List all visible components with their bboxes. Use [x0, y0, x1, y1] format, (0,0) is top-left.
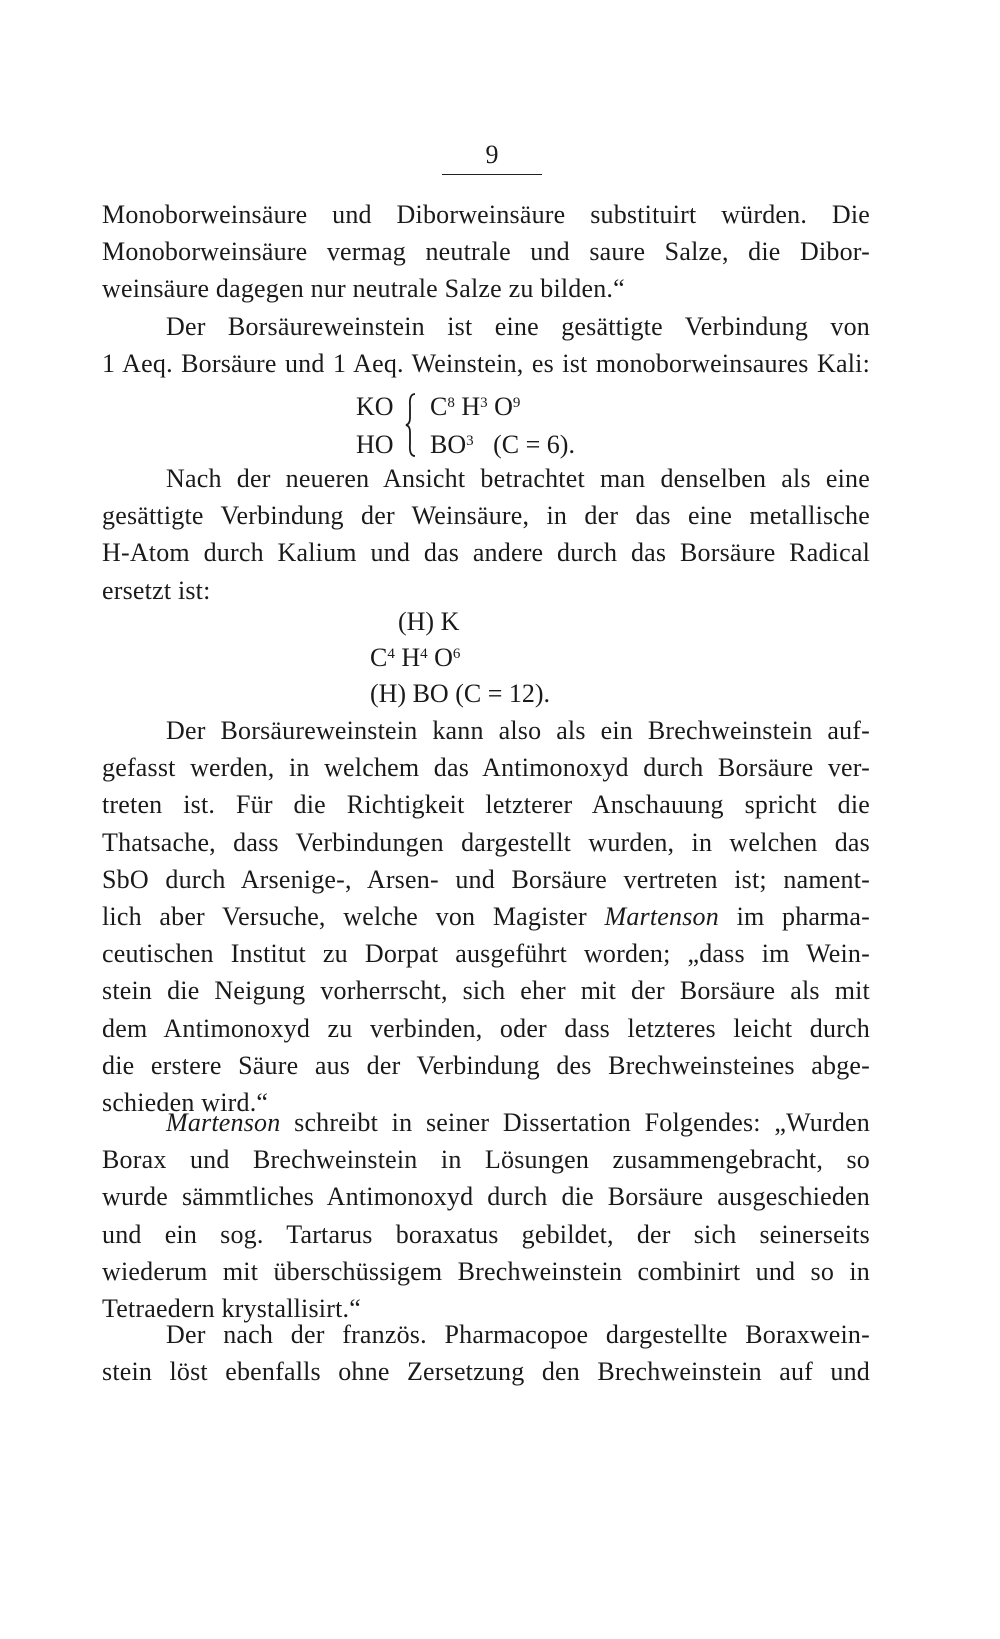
paragraph-block-5: [102, 1316, 870, 1390]
formula-hk: (H) K: [398, 607, 460, 636]
text-line: Der Borsäureweinstein ist eine gesättigte Verbindung von: [166, 311, 870, 341]
text-line: Nach der neueren Ansicht betrachtet man denselben als eine: [166, 464, 870, 493]
paragraph-block-2: [102, 460, 870, 609]
formula-c4h4o6: $C^4$ $H^4$ $O^6$: [370, 643, 461, 672]
text-line: wiederum mit überschüssigem Brechweinstein combinirt und so in: [102, 1256, 870, 1286]
text-line: lich aber Versuche, welche von Magister Martenson im pharma-: [102, 902, 871, 932]
text-line: stein löst ebenfalls ohne Zersetzung den Brechweinstein auf und: [102, 1357, 870, 1387]
text-line: Monoborweinsäure und Diborweinsäure substituirt würden. Die: [102, 200, 870, 229]
text-line: Thatsache, dass Verbindungen dargestellt wurden, in welchen das: [102, 827, 870, 857]
text-line: H-Atom durch Kalium und das andere durch das Borsäure Radical: [102, 538, 870, 568]
paragraph-block-4: [102, 1104, 870, 1327]
text-line: Tetraedern krystallisirt.“: [102, 1294, 361, 1324]
text-line: dem Antimonoxyd zu verbinden, oder dass letzteres leicht durch: [102, 1013, 870, 1043]
text-line: 1 Aeq. Borsäure und 1 Aeq. Weinstein, es ist monoborweinsaures Kali:: [102, 348, 870, 378]
formula-ho: HO: [356, 430, 394, 459]
text-line: die erstere Säure aus der Verbindung des Brechweinsteines abge-: [102, 1050, 870, 1080]
paragraph-block-1: [102, 196, 870, 382]
formula-radical: [370, 604, 550, 712]
text-line: Der Borsäureweinstein kann also als ein Brechweinstein auf-: [166, 716, 870, 745]
author-name: Martenson: [604, 902, 719, 932]
text-line: Der nach der französ. Pharmacopoe dargestellte Boraxwein-: [166, 1320, 870, 1349]
text-line: wurde sämmtliches Antimonoxyd durch die Borsäure ausgeschieden: [102, 1182, 870, 1212]
text-line: weinsäure dagegen nur neutrale Salze zu bilden.“: [102, 274, 625, 304]
text-line: ceutischen Institut zu Dorpat ausgeführt worden; „dass im Wein-: [102, 939, 870, 969]
text-line: und ein sog. Tartarus boraxatus gebildet, der sich seinerseits: [102, 1219, 870, 1249]
formula-hbo: (H) BO (C = 12).: [370, 679, 551, 708]
text-line: ersetzt ist:: [102, 575, 211, 605]
text-line: Borax und Brechweinstein in Lösungen zusammengebracht, so: [102, 1145, 870, 1175]
formula-bo3: $BO^3$ (C = 6).: [430, 430, 575, 459]
text-line: gefasst werden, in welchem das Antimonoxyd durch Borsäure ver-: [102, 753, 870, 783]
page-number: 9: [442, 138, 542, 175]
text-line: stein die Neigung vorherrscht, sich eher mit der Borsäure als mit: [102, 976, 870, 1006]
text-line: treten ist. Für die Richtigkeit letzterer Anschauung spricht die: [102, 790, 870, 820]
text-line: schieden wird.“: [102, 1088, 269, 1118]
text-line: gesättigte Verbindung der Weinsäure, in der das eine metallische: [102, 501, 870, 531]
text-line: SbO durch Arsenige-, Arsen- und Borsäure vertreten ist; nament-: [102, 864, 870, 894]
author-name: Martenson: [166, 1108, 281, 1137]
text-line: Monoborweinsäure vermag neutrale und saure Salze, die Dibor-: [102, 237, 870, 267]
formula-ko: KO: [356, 392, 394, 421]
paragraph-block-3: [102, 712, 870, 1121]
text-line: Martenson schreibt in seiner Dissertation Folgendes: „Wurden: [166, 1108, 870, 1137]
formula-c8h3o9: $C^8$ $H^3$ $O^9$: [430, 392, 521, 421]
brace-icon: [404, 392, 418, 458]
